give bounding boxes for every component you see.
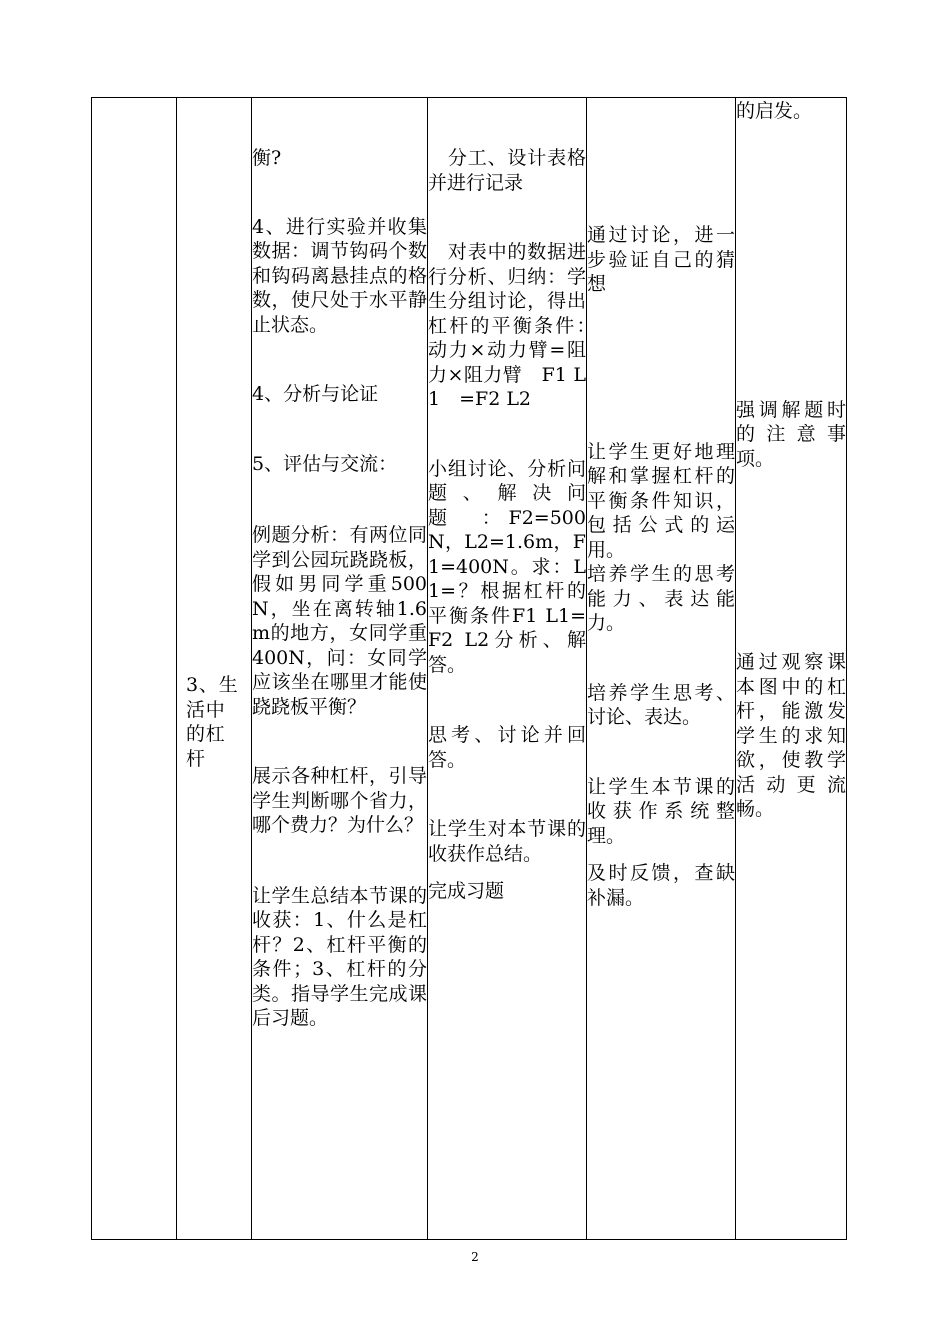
intent-text-5: 让学生本节课的收获作系统整理。 (587, 775, 735, 847)
student-text-6: 完成习题 (428, 880, 505, 902)
note-text-2: 强调解题时的注意事项。 (736, 398, 846, 470)
teacher-activity-cell (252, 98, 428, 1240)
teacher-text-5: 例题分析：有两位同学到公园玩跷跷板，假如男同学重500N，坐在离转轴1.6m的地方，女同学重400N，问：女同学应该坐在哪里才能使跷跷板平衡？ (252, 524, 427, 718)
note-text-3: 通过观察课本图中的杠杆，能激发学生的求知欲，使教学活动更流畅。 (736, 651, 846, 820)
student-text-3: 小组讨论、分析问题、解决问 题 ：F2=500N，L2=1.6m，F1=400N。求：L1=？根据杠杆的平衡条件F1 L1=F2 L2分析、解答。 (428, 457, 586, 676)
note-text-1: 的启发。 (736, 100, 813, 122)
intent-text-3: 培养学生的思考能力、表达能力。 (587, 563, 735, 634)
intent-text-6: 及时反馈，查缺补漏。 (587, 862, 735, 909)
teacher-text-2: 4、进行实验并收集数据：调节钩码个数和钩码离悬挂点的格数，使尺处于水平静止状态。 (252, 215, 427, 336)
intent-text-1: 通过讨论，进一步验证自己的猜想 (587, 224, 735, 295)
teacher-text-3: 4、分析与论证 (252, 383, 379, 405)
intent-text-4: 培养学生思考、讨论、表达。 (587, 681, 735, 728)
lesson-plan-table (91, 97, 847, 1240)
teacher-text-6: 展示各种杠杆，引导学生判断哪个省力，哪个费力？为什么？ (252, 765, 427, 836)
table-row (92, 98, 847, 1240)
section-cell (177, 98, 252, 1240)
student-text-5: 让学生对本节课的收获作总结。 (428, 818, 586, 865)
section-label: 3、生活中的杠杆 (186, 674, 239, 770)
student-activity-cell (428, 98, 587, 1240)
teacher-text-1: 衡? (252, 147, 282, 169)
teacher-text-7: 让学生总结本节课的收获：1、什么是杠杆？2、杠杆平衡的条件；3、杠杆的分类。指导学生完成课后习题。 (252, 884, 427, 1029)
page-number: 2 (471, 1250, 479, 1264)
student-text-4: 思考、讨论并回答。 (428, 724, 586, 771)
student-text-1: 分工、设计表格并进行记录 (428, 147, 586, 194)
student-text-2: 对表中的数据进行分析、归纳：学生分组讨论，得出杠杆的平衡条件： 动力×动力臂=阻力×阻力臂 F1 L1 =F2 L2 (428, 241, 586, 410)
teacher-text-4: 5、评估与交流： (252, 452, 398, 475)
notes-cell (736, 98, 847, 1240)
intent-text-2: 让学生更好地理解和掌握杠杆的平衡条件知识，包括公式的运用。 (587, 440, 735, 561)
design-intent-cell (587, 98, 736, 1240)
stage-cell (92, 98, 177, 1240)
